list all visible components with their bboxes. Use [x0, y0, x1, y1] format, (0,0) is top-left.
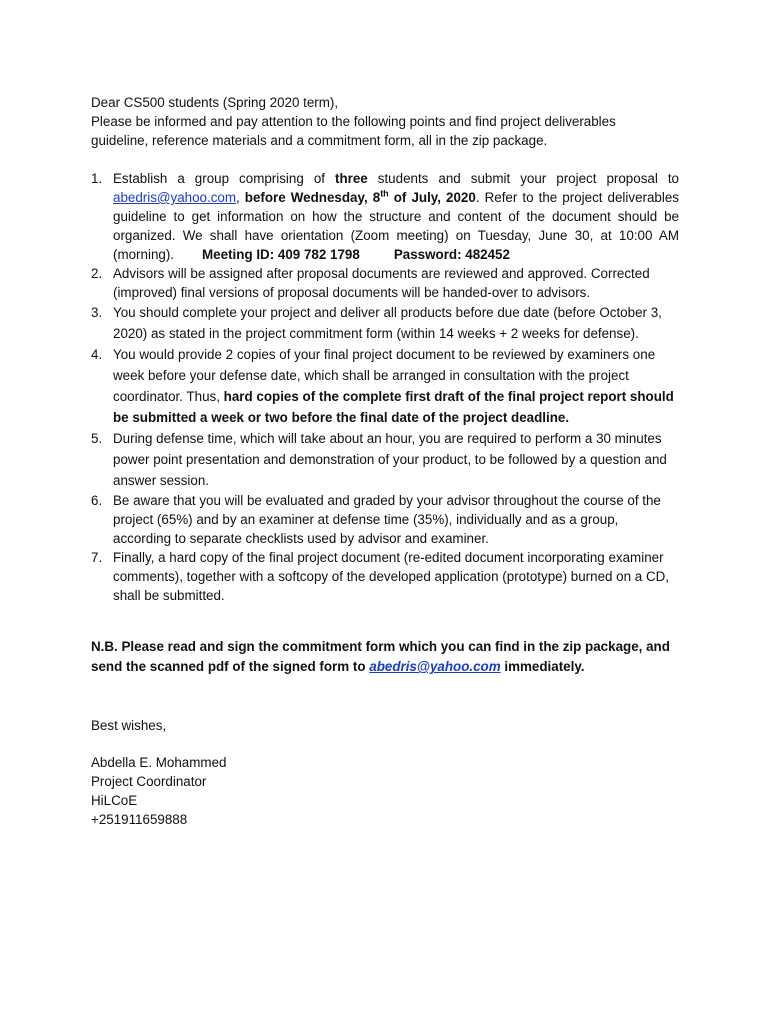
list-item: 5. During defense time, which will take about an hour, you are required to perform a 30 minutes power point presentation and demonstration of your product, to be followed by a question and answer session. — [91, 428, 679, 491]
greeting: Dear CS500 students (Spring 2020 term), — [91, 95, 339, 110]
signer-organization: HiLCoE — [91, 793, 138, 808]
list-item: 3. You should complete your project and deliver all products before due date (before October 3, 2020) as stated in the project commitment form (within 14 weeks + 2 weeks for defense). — [91, 302, 679, 344]
item-number: 6. — [91, 493, 103, 508]
list-item: 7. Finally, a hard copy of the final project document (re-edited document incorporating examiner comments), together with a softcopy of the developed application (prototype) burned on a CD, shall be submitted. — [91, 550, 670, 603]
item-number: 4. — [91, 347, 103, 362]
list-item: 1. Establish a group comprising of three students and submit your project proposal to abedris@yahoo.com, before Wednesday, 8th of July, 2020. Refer to the project deliverables guideline to get information on how the structure and content of the document should be organized. We shall have orientation (Zoom meeting) on Tuesday, June 30, at 10:00 AM (morning). Meeting ID: 409 782 1798 Password: 482452 — [91, 171, 680, 262]
signer-phone: +251911659888 — [91, 812, 188, 827]
nb-note: N.B. Please read and sign the commitment form which you can find in the zip package, and send the scanned pdf of the signed form to abedris@yahoo.com immediately. — [91, 639, 670, 674]
email-link[interactable]: abedris@yahoo.com — [113, 190, 237, 205]
group-size: three — [335, 171, 368, 186]
intro — [91, 93, 691, 150]
signer-title: Project Coordinator — [91, 774, 207, 789]
list-item: 6. Be aware that you will be evaluated and graded by your advisor throughout the course of the project (65%) and by an examiner at defense time (35%), individually and as a group, according to separate checklists used by advisor and examiner. — [91, 493, 661, 546]
item-number: 7. — [91, 550, 103, 565]
item-number: 3. — [91, 305, 103, 320]
proposal-deadline: before Wednesday, 8th of July, 2020 — [244, 188, 476, 205]
signature-block — [91, 753, 226, 829]
email-link[interactable]: abedris@yahoo.com — [369, 659, 501, 674]
item-number: 2. — [91, 266, 103, 281]
item-number: 5. — [91, 431, 103, 446]
signer-name: Abdella E. Mohammed — [91, 755, 227, 770]
list-item: 4. You would provide 2 copies of your final project document to be reviewed by examiners one week before your defense date, which shall be arranged in consultation with the project coordinator. Thus, hard copies of the complete first draft of the final project report should be submitted a week or two before the final date of the project deadline. — [91, 344, 679, 428]
list-item: 2. Advisors will be assigned after proposal documents are reviewed and approved. Corrected (improved) final versions of proposal documents will be handed-over to advisors. — [91, 266, 650, 300]
meeting-password: Password: 482452 — [393, 247, 510, 262]
meeting-id: Meeting ID: 409 782 1798 — [202, 247, 360, 262]
hard-copy-note: hard copies of the complete first draft of the final project report should be submitted a week or two before the final date of the project deadline. — [113, 389, 674, 425]
points-list — [91, 169, 679, 605]
closing: Best wishes, — [91, 718, 167, 733]
intro-line-1: Please be informed and pay attention to the following points and find project deliverables — [91, 114, 616, 129]
item-number: 1. — [91, 171, 103, 186]
intro-line-2: guideline, reference materials and a commitment form, all in the zip package. — [91, 133, 548, 148]
